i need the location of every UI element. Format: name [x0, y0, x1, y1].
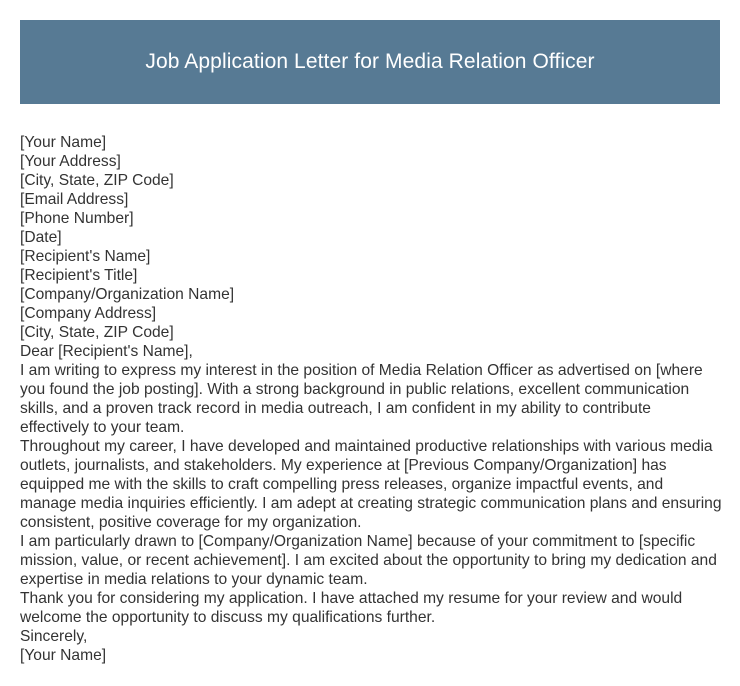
page-title: Job Application Letter for Media Relation Officer [145, 50, 595, 73]
body-paragraph: I am writing to express my interest in the position of Media Relation Officer as advertised on [where you found the job posting]. With a strong background in public relations, excellent communication skills, and a proven track record in media outreach, I am confident in my ability to contribute effectively to your team. [20, 362, 703, 436]
body-paragraph: Throughout my career, I have developed and maintained productive relationships with various media outlets, journalists, and stakeholders. My experience at [Previous Company/Organization] has equipped me with the skills to craft compelling press releases, organize impactful events, and manage media inquiries efficiently. I am adept at creating strategic communication plans and ensuring consistent, positive coverage for my organization. [20, 438, 722, 531]
letter-date: [Date] [20, 229, 62, 246]
sender-city-state-zip: [City, State, ZIP Code] [20, 172, 174, 189]
letter-body [20, 133, 722, 665]
recipient-address: [Company Address] [20, 305, 157, 322]
sender-address: [Your Address] [20, 153, 121, 170]
recipient-name: [Recipient's Name] [20, 248, 151, 265]
body-paragraph: Thank you for considering my application. I have attached my resume for your review and would welcome the opportunity to discuss my qualifications further. [20, 590, 683, 626]
recipient-company: [Company/Organization Name] [20, 286, 235, 303]
sender-phone: [Phone Number] [20, 210, 134, 227]
closing: Sincerely, [20, 628, 88, 645]
signature: [Your Name] [20, 647, 107, 664]
salutation: Dear [Recipient's Name], [20, 343, 193, 360]
sender-email: [Email Address] [20, 191, 129, 208]
recipient-title: [Recipient's Title] [20, 267, 138, 284]
title-banner [20, 20, 720, 104]
recipient-city-state-zip: [City, State, ZIP Code] [20, 324, 174, 341]
sender-name: [Your Name] [20, 134, 107, 151]
body-paragraph: I am particularly drawn to [Company/Organization Name] because of your commitment to [specific mission, value, or recent achievement]. I am excited about the opportunity to bring my dedication and expertise in media relations to your dynamic team. [20, 533, 717, 588]
